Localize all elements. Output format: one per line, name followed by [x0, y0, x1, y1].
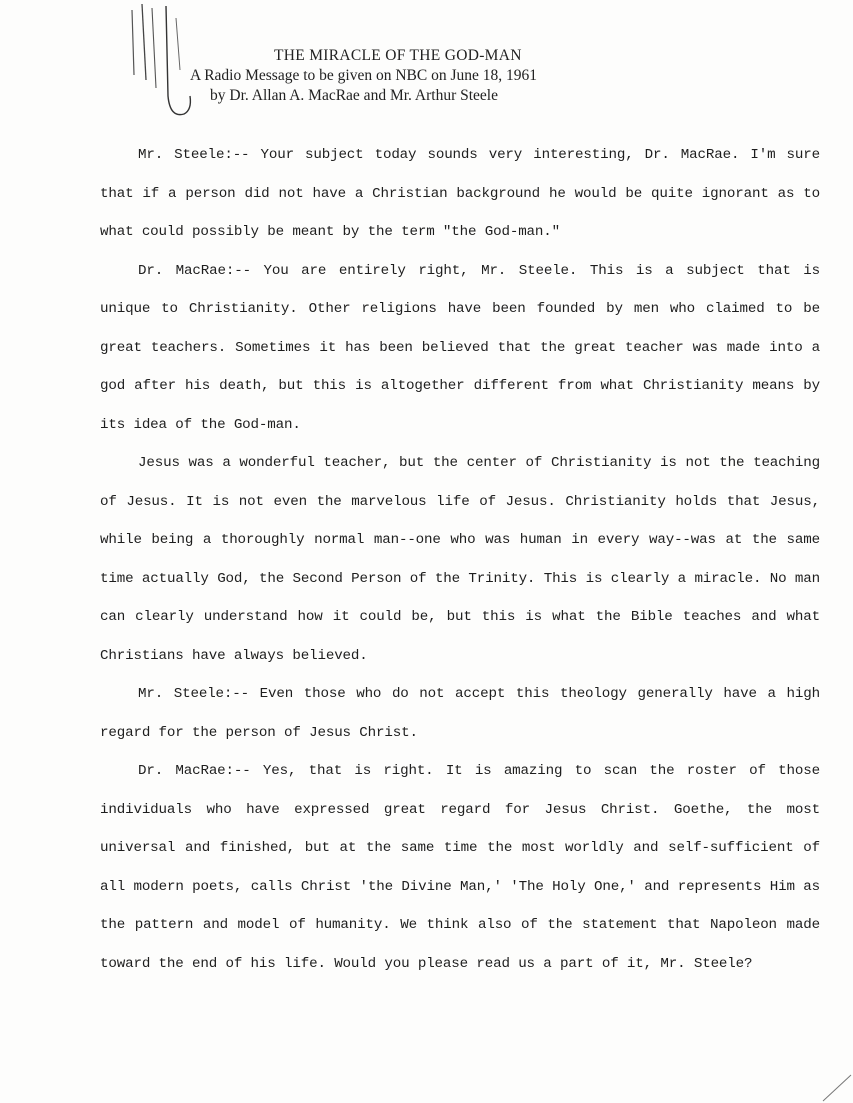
document-subtitle: A Radio Message to be given on NBC on June 18, 1961 — [190, 67, 538, 84]
document-authors: by Dr. Allan A. MacRae and Mr. Arthur Steele — [210, 87, 498, 104]
document-body — [100, 136, 820, 983]
paragraph-5: Dr. MacRae:-- Yes, that is right. It is amazing to scan the roster of those individuals who have expressed great regard for Jesus Christ. Goethe, the most universal and finished, but at the same time the most worldly and self-sufficient of all modern poets, calls Christ 'the Divine Man,' 'The Holy One,' and represents Him as the pattern and model of humanity. We think also of the statement that Napoleon made toward the end of his life. Would you please read us a part of it, Mr. Steele? — [100, 763, 820, 972]
paragraph-1: Mr. Steele:-- Your subject today sounds very interesting, Dr. MacRae. I'm sure that if a person did not have a Christian background he would be quite ignorant as to what could possibly be meant by the term "the God-man." — [100, 147, 820, 240]
corner-scan-mark-icon — [813, 1063, 853, 1103]
document-header — [190, 46, 710, 106]
paragraph-3: Jesus was a wonderful teacher, but the center of Christianity is not the teaching of Jesus. It is not even the marvelous life of Jesus. Christianity holds that Jesus, while being a thoroughly normal man--one who was human in every way--was at the same time actually God, the Second Person of the Trinity. This is clearly a miracle. No man can clearly understand how it could be, but this is what the Bible teaches and what Christians have always believed. — [100, 455, 820, 664]
paragraph-4: Mr. Steele:-- Even those who do not accept this theology generally have a high regard for the person of Jesus Christ. — [100, 686, 820, 741]
document-title: THE MIRACLE OF THE GOD-MAN — [274, 47, 522, 64]
paragraph-2: Dr. MacRae:-- You are entirely right, Mr. Steele. This is a subject that is unique to Christianity. Other religions have been founded by men who claimed to be great teachers. Sometimes it has been believed that the great teacher was made into a god after his death, but this is altogether different from what Christianity means by its idea of the God-man. — [100, 262, 820, 433]
